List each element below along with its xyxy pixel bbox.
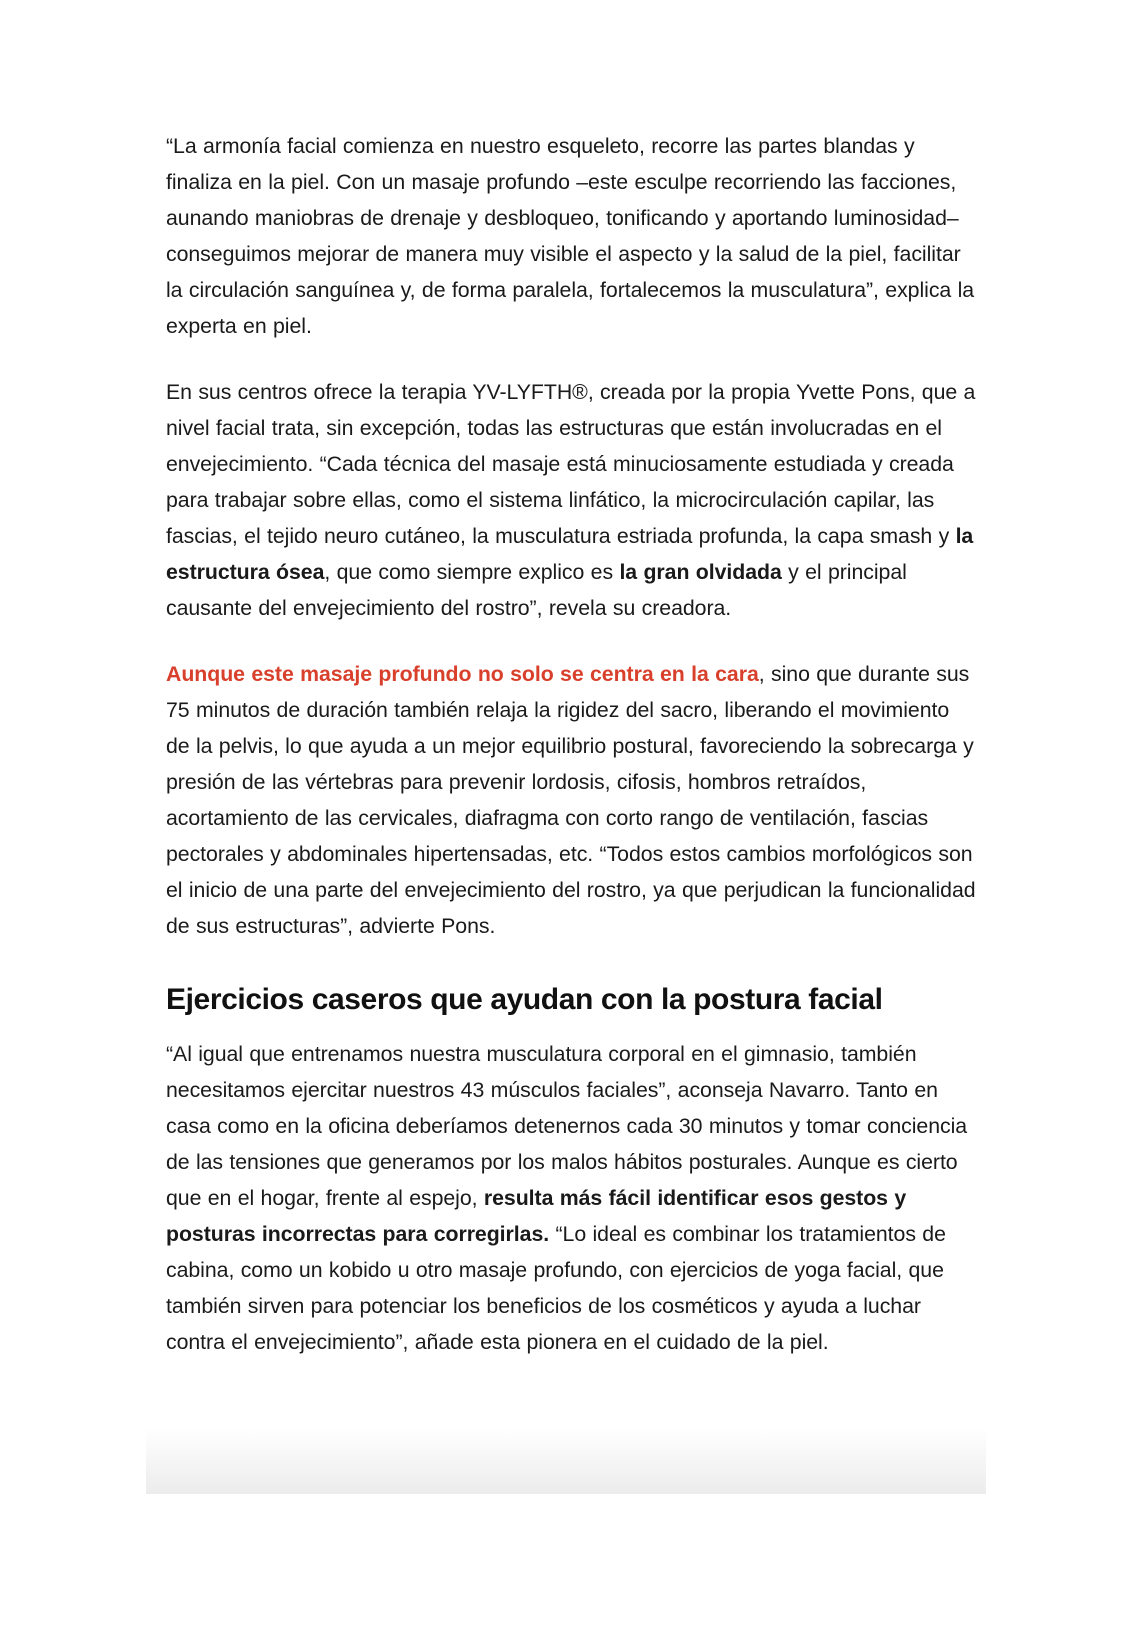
paragraph-3 bbox=[156, 656, 976, 944]
paragraph-4-bold-1: resulta más fácil identificar esos gestos y posturas incorrectas para corregirlas. bbox=[166, 1186, 907, 1246]
section-heading: Ejercicios caseros que ayudan con la postura facial bbox=[166, 983, 883, 1016]
paragraph-1-text: “La armonía facial comienza en nuestro esqueleto, recorre las partes blandas y finaliza en la piel. Con un masaje profundo –este esculpe recorriendo las facciones, aunando maniobras de drenaje y desbloqueo, tonificando y aportando luminosidad– conseguimos mejorar de manera muy visible el aspecto y la salud de la piel, facilitar la circulación sanguínea y, de forma paralela, fortalecemos la musculatura”, explica la experta en piel. bbox=[166, 134, 975, 338]
paragraph-2-bold-1: la estructura ósea bbox=[166, 524, 974, 584]
paragraph-2-text-1: En sus centros ofrece la terapia YV-LYFTH®, creada por la propia Yvette Pons, que a nivel facial trata, sin excepción, todas las estructuras que están involucradas en el envejecimiento. “Cada técnica del masaje está minuciosamente estudiada y creada para trabajar sobre ellas, como el sistema linfático, la microcirculación capilar, las fascias, el tejido neuro cutáneo, la musculatura estriada profunda, la capa smash y bbox=[166, 380, 976, 548]
massage-article-link[interactable]: Aunque este masaje profundo no solo se centra en la cara bbox=[166, 662, 759, 686]
paragraph-4-text-2: “Lo ideal es combinar los tratamientos de cabina, como un kobido u otro masaje profundo, con ejercicios de yoga facial, que también sirven para potenciar los beneficios de los cosméticos y ayuda a luchar contra el envejecimiento”, añade esta pionera en el cuidado de la piel. bbox=[166, 1222, 946, 1354]
paragraph-2-text-3: y el principal causante del envejecimiento del rostro”, revela su creadora. bbox=[166, 560, 907, 620]
paragraph-2-text-2: , que como siempre explico es bbox=[324, 560, 620, 584]
paragraph-2 bbox=[156, 374, 976, 626]
article-body bbox=[146, 128, 986, 1494]
paragraph-1 bbox=[156, 128, 976, 344]
paragraph-4 bbox=[156, 1036, 976, 1360]
paragraph-4-text-1: “Al igual que entrenamos nuestra musculatura corporal en el gimnasio, también necesitamos ejercitar nuestros 43 músculos faciales”, aconseja Navarro. Tanto en casa como en la oficina deberíamos detenernos cada 30 minutos y tomar conciencia de las tensiones que generamos por los malos hábitos posturales. Aunque es cierto que en el hogar, frente al espejo, bbox=[166, 1042, 968, 1210]
paragraph-3-text: , sino que durante sus 75 minutos de duración también relaja la rigidez del sacro, liberando el movimiento de la pelvis, lo que ayuda a un mejor equilibrio postural, favoreciendo la sobrecarga y presión de las vértebras para prevenir lordosis, cifosis, hombros retraídos, acortamiento de las cervicales, diafragma con corto rango de ventilación, fascias pectorales y abdominales hipertensadas, etc. “Todos estos cambios morfológicos son el inicio de una parte del envejecimiento del rostro, ya que perjudican la funcionalidad de sus estructuras”, advierte Pons. bbox=[166, 662, 976, 938]
paragraph-2-bold-2: la gran olvidada bbox=[619, 560, 782, 584]
